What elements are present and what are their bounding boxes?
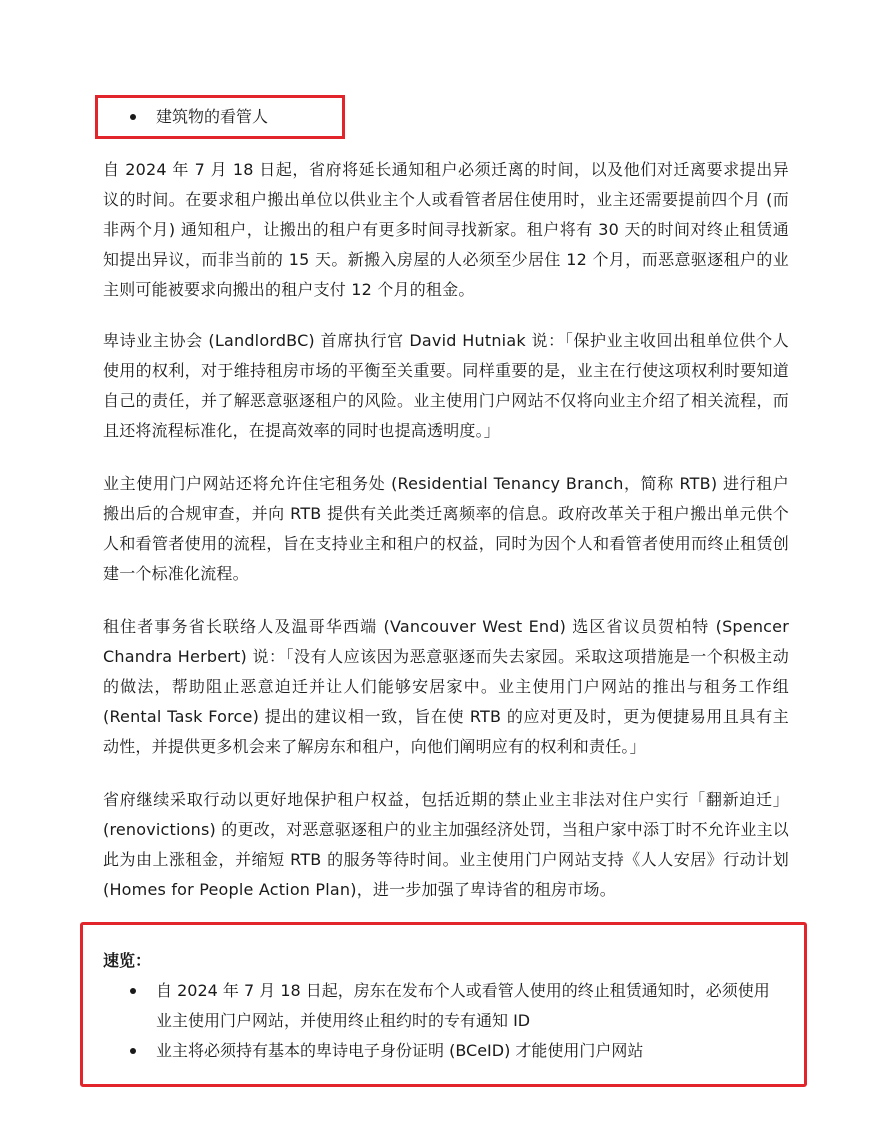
summary-title: 速览： bbox=[103, 951, 152, 970]
paragraph-spencer-quote: 租住者事务省长联络人及温哥华西端 (Vancouver West End) 选区省议员贺柏特 (Spencer Chandra Herbert) 说：「没有人应该因为恶意驱逐而失去家园。采取这项措施是一个积极主动的做法，帮助阻止恶意迫迁并让人们能够安居家中。业主使用门户网站的推出与租务工作组 (Rental Task Force) 提出的建议相一致，旨在使 RTB 的应对更及时，更为便捷易用且具有主动性，并提供更多机会来了解房东和租户，向他们阐明应有的权利和责任。」 bbox=[103, 617, 789, 756]
bullet-item-caretaker: 建筑物的看管人 bbox=[102, 102, 362, 132]
paragraph-landlordbc-quote: 卑诗业主协会 (LandlordBC) 首席执行官 David Hutniak 说：「保护业主收回出租单位供个人使用的权利，对于维持租房市场的平衡至关重要。同样重要的是，业主在行使这项权利时要知道自己的责任，并了解恶意驱逐租户的风险。业主使用门户网站不仅将向业主介绍了相关流程，而且还将流程标准化，在提高效率的同时也提高透明度。」 bbox=[103, 331, 789, 440]
paragraph-rtb-compliance: 业主使用门户网站还将允许住宅租务处 (Residential Tenancy Branch，简称 RTB) 进行租户搬出后的合规审查，并向 RTB 提供有关此类迁离频率的信息。政府改革关于租户搬出单元供个人和看管者使用的流程，旨在支持业主和租户的权益，同时为因个人和看管者使用而终止租赁创建一个标准化流程。 bbox=[103, 474, 789, 583]
top-bullet-list bbox=[102, 102, 362, 132]
summary-list bbox=[102, 976, 782, 1066]
summary-item: 自 2024 年 7 月 18 日起，房东在发布个人或看管人使用的终止租赁通知时，必须使用业主使用门户网站，并使用终止租约时的专有通知 ID bbox=[102, 976, 782, 1036]
paragraph-notice-period: 自 2024 年 7 月 18 日起，省府将延长通知租户必须迁离的时间，以及他们对迁离要求提出异议的时间。在要求租户搬出单位以供业主个人或看管者居住使用时，业主还需要提前四个月 (而非两个月) 通知租户，让搬出的租户有更多时间寻找新家。租户将有 30 天的时间对终止租赁通知提出异议，而非当前的 15 天。新搬入房屋的人必须至少居住 12 个月，而恶意驱逐租户的业主则可能被要求向搬出的租户支付 12 个月的租金。 bbox=[103, 160, 789, 299]
paragraph-government-actions: 省府继续采取行动以更好地保护租户权益，包括近期的禁止业主非法对住户实行「翻新迫迁」(renovictions) 的更改，对恶意驱逐租户的业主加强经济处罚，当租户家中添丁时不允许业主以此为由上涨租金，并缩短 RTB 的服务等待时间。业主使用门户网站支持《人人安居》行动计划 (Homes for People Action Plan)，进一步加强了卑诗省的租房市场。 bbox=[103, 790, 789, 899]
summary-item: 业主将必须持有基本的卑诗电子身份证明 (BCeID) 才能使用门户网站 bbox=[102, 1036, 782, 1066]
